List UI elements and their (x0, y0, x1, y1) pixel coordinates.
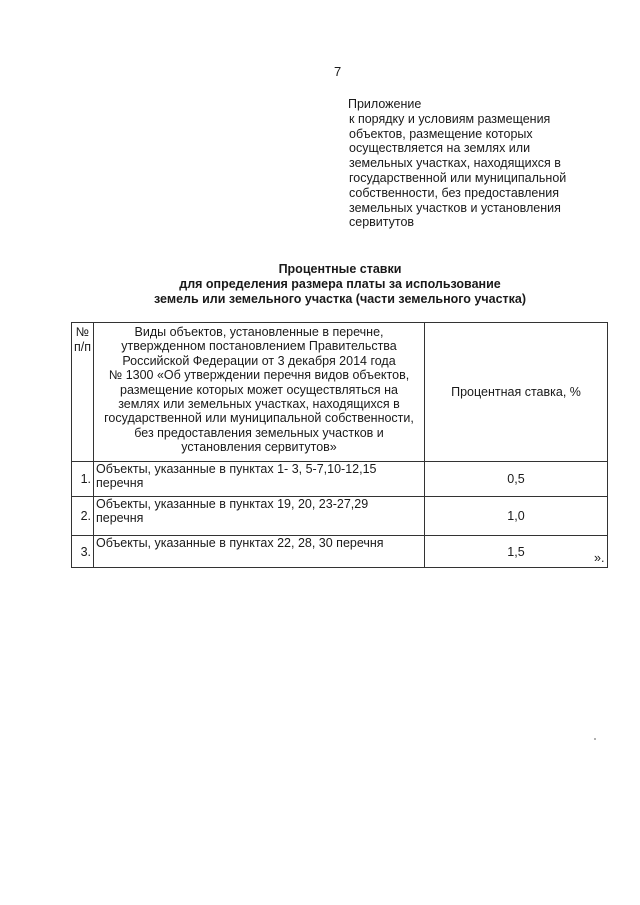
title-line: Процентные ставки (278, 262, 402, 276)
appendix-line: земельных участках, находящихся в (349, 156, 561, 171)
header-type-line: размещение которых может осуществляться на (120, 382, 398, 397)
header-type-cell (94, 323, 425, 462)
row-description-line: перечня (96, 511, 144, 525)
appendix-line: осуществляется на землях или (349, 141, 531, 156)
scan-speck (594, 738, 596, 740)
row-description-line: Объекты, указанные в пунктах 19, 20, 23-27,29 (96, 497, 369, 511)
row-number: 2. (72, 497, 94, 536)
closing-quote-mark: ». (594, 551, 605, 565)
header-type-line: государственной или муниципальной собственности, (104, 411, 414, 426)
appendix-line: собственности, без предоставления (349, 185, 560, 200)
header-type-line: утвержденном постановлением Правительства (121, 339, 397, 354)
appendix-line: объектов, размещение которых (349, 126, 533, 141)
row-description-line: Объекты, указанные в пунктах 22, 28, 30 перечня (96, 536, 384, 550)
row-description (94, 536, 425, 568)
header-type-line: без предоставления земельных участков и (134, 425, 384, 440)
row-rate: 0,5 (425, 462, 608, 497)
row-number: 3. (72, 536, 94, 568)
header-type-line: Российской Федерации от 3 декабря 2014 года (122, 353, 396, 368)
row-description-line: Объекты, указанные в пунктах 1- 3, 5-7,10-12,15 (96, 462, 377, 476)
table-row (72, 536, 608, 568)
row-description (94, 462, 425, 497)
header-type-line: установления сервитутов» (181, 440, 337, 455)
rates-table (71, 322, 608, 568)
page-number: 7 (334, 64, 342, 79)
row-description (94, 497, 425, 536)
appendix-line: государственной или муниципальной (349, 170, 567, 185)
header-type-line: землях или земельных участках, находящихся в (118, 397, 400, 412)
header-type-line: № 1300 «Об утверждении перечня видов объектов, (108, 368, 410, 383)
appendix-line: сервитутов (349, 215, 415, 230)
appendix-line: к порядку и условиям размещения (349, 111, 551, 126)
title-line: для определения размера платы за использование (179, 277, 501, 292)
document-title (100, 262, 580, 308)
appendix-line: Приложение (348, 97, 422, 111)
appendix-line: земельных участков и установления (349, 200, 561, 215)
row-rate: 1,5 (425, 536, 608, 568)
header-number-line: № (75, 325, 90, 339)
appendix-note (349, 97, 599, 230)
header-type-line: Виды объектов, установленные в перечне, (134, 325, 384, 339)
row-rate: 1,0 (425, 497, 608, 536)
table-row (72, 497, 608, 536)
table-row (72, 462, 608, 497)
header-number-cell (72, 323, 94, 462)
header-rate-cell: Процентная ставка, % (425, 323, 608, 462)
header-number-line: п/п (73, 339, 91, 354)
row-number: 1. (72, 462, 94, 497)
title-line: земель или земельного участка (части земельного участка) (153, 292, 527, 307)
row-description-line: перечня (96, 476, 144, 490)
table-header-row (72, 323, 608, 462)
